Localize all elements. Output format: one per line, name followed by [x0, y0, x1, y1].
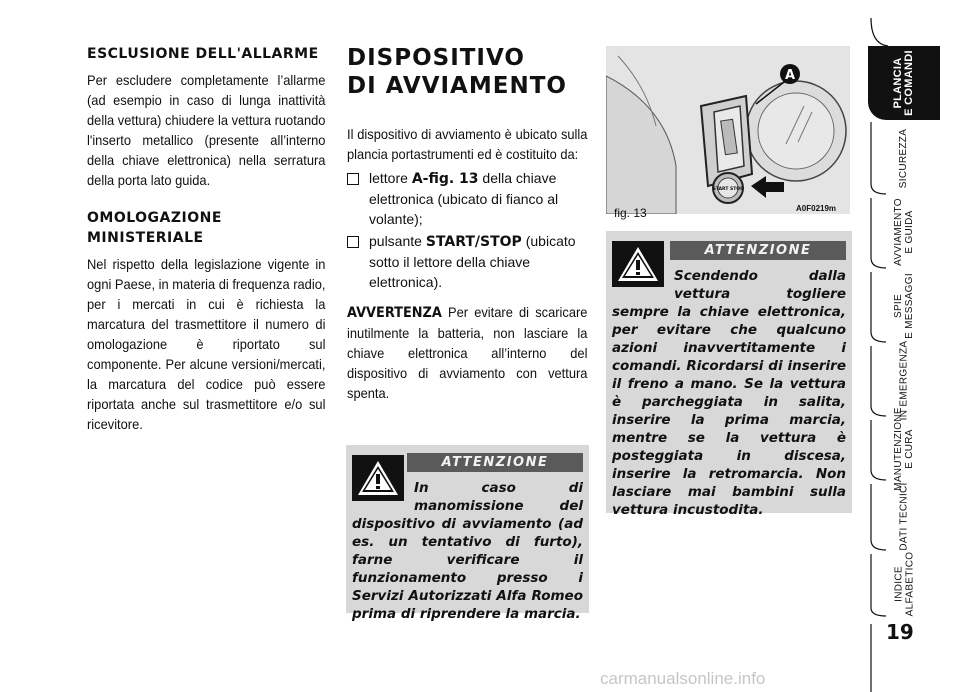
start-stop-button-label: START STOP: [712, 187, 744, 192]
warning-triangle-icon: [612, 241, 664, 287]
page-title-line2: DI AVVIAMENTO: [347, 73, 567, 99]
tab-sicurezza[interactable]: SICUREZZA: [898, 128, 910, 188]
warning-title: ATTENZIONE: [407, 453, 583, 472]
warning-triangle-icon: [352, 455, 404, 501]
homologation-heading-line1: OMOLOGAZIONE: [87, 210, 222, 226]
callout-a-label: A: [784, 68, 796, 83]
note-label: AVVERTENZA: [347, 305, 442, 321]
warning-title: ATTENZIONE: [670, 241, 846, 260]
note-paragraph: [347, 302, 587, 403]
list-item: [347, 231, 589, 292]
intro-text: Il dispositivo di avviamento è ubicato sulla plancia portastrumenti ed è costituito da:: [347, 126, 588, 162]
checkbox-bullet-icon: [347, 236, 359, 248]
warning-box-ignition: [346, 445, 589, 622]
tab-indice-alfabetico[interactable]: INDICE ALFABETICO: [893, 551, 915, 617]
tab-manutenzione-e-cura[interactable]: MANUTENZIONE E CURA: [893, 407, 916, 491]
middle-column: [347, 44, 589, 417]
figure-13-illustration: [606, 46, 850, 214]
list-item: [347, 168, 589, 229]
bullet-text: pulsante START/STOP (ubicato sotto il lettore della chiave elettronica).: [369, 233, 576, 290]
start-stop-label: START/STOP: [425, 234, 522, 250]
alarm-exclusion-heading: ESCLUSIONE DELL'ALLARME: [87, 46, 319, 62]
alarm-exclusion-text: Per escludere completamente l’allarme (ad esempio in caso di lunga inattività della vettura) chiudere la vettura ruotando l'inserto metallico (presente all’interno della chiave elettronica) nella serratura della porta lato guida.: [87, 72, 326, 188]
figure-code: A0F0219m: [796, 204, 837, 213]
tab-in-emergenza[interactable]: IN EMERGENZA: [898, 340, 910, 420]
ignition-device-drawing: [606, 46, 850, 214]
warning-text: In caso di manomissione del dispositivo di avviamento (ad es. un tentativo di furto), farne verificare il funzionamento presso i Servizi Autorizzati Alfa Romeo prima di riprendere la marcia.: [352, 480, 583, 622]
chapter-tabs: [868, 0, 960, 692]
tab-spie-e-messaggi[interactable]: SPIE E MESSAGGI: [892, 273, 915, 339]
tab-dati-tecnici[interactable]: DATI TECNICI: [898, 481, 910, 551]
bullet-text: lettore A-fig. 13 della chiave elettronica (ubicato di fianco al volante);: [369, 170, 559, 227]
fig-reference: A-fig. 13: [411, 171, 479, 187]
page-number: 19: [886, 620, 914, 644]
figure-caption: fig. 13: [614, 206, 647, 220]
page-title: [347, 44, 589, 100]
warning-box-leaving-car: [606, 231, 852, 518]
note-text: Per evitare di scaricare inutilmente la batteria, non lasciare la chiave elettronica all’interno del dispositivo di avviamento con vettura spenta.: [347, 304, 588, 401]
left-column: [87, 44, 327, 448]
footer-watermark[interactable]: carmanualsonline.info: [600, 669, 766, 688]
tab-avviamento-e-guida[interactable]: AVVIAMENTO E GUIDA: [893, 198, 915, 266]
warning-text: Scendendo dalla vettura togliere sempre la chiave elettronica, per evitare che qualcuno azioni inavvertitamente i comandi. Ricordarsi di inserire il freno a mano. Se la vettura è parcheggiata in salita, inserire la prima marcia, mentre se la vettura è posteggiata in discesa, inserire la retromarcia. Non lasciare mai bambini sulla vettura incustodita.: [612, 268, 846, 518]
homologation-heading-line2: MINISTERIALE: [87, 230, 204, 246]
tab-plancia-e-comandi[interactable]: PLANCIA E COMANDI: [868, 46, 940, 120]
homologation-text: Nel rispetto della legislazione vigente in ogni Paese, in materia di frequenza radio, per i mercati in cui è richiesta la marcatura del trasmettitore il numero di omologazione è riportato sul componente. Per alcune versioni/mercati, la marcatura del codice può essere riportata anche sul trasmettitore e/o sul ricevitore.: [87, 256, 326, 432]
checkbox-bullet-icon: [347, 173, 359, 185]
page-title-line1: DISPOSITIVO: [347, 45, 525, 71]
